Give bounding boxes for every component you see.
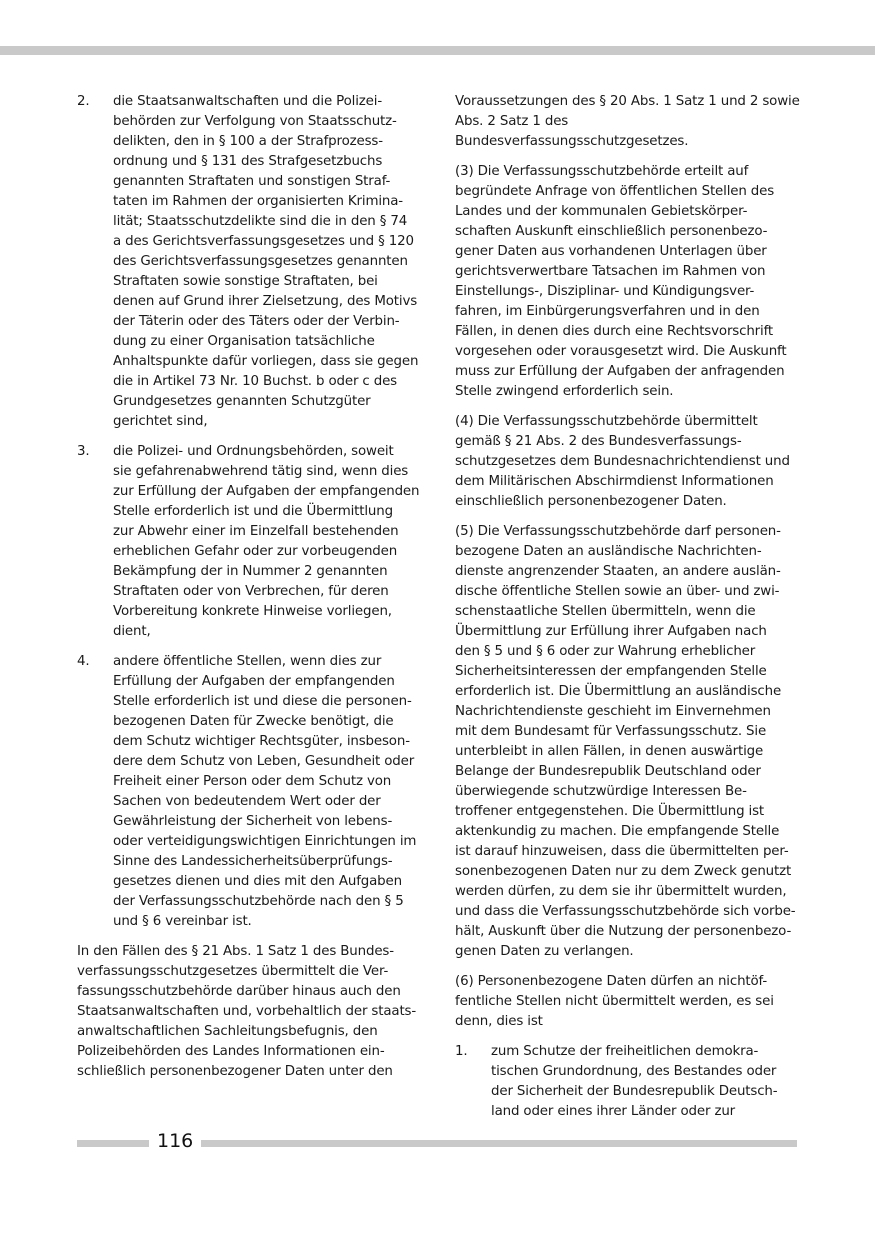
text-line: ist darauf hinzuweisen, dass die übermittelten per-	[455, 844, 789, 859]
text-line: zum Schutze der freiheitlichen demokra-	[491, 1044, 759, 1059]
text-line: dere dem Schutz von Leben, Gesundheit oder	[113, 754, 415, 769]
text-line: dient,	[113, 624, 151, 639]
text-line: Gewährleistung der Sicherheit von lebens-	[113, 814, 393, 829]
text-line: muss zur Erfüllung der Aufgaben der anfragenden	[455, 364, 785, 379]
text-line: (6) Personenbezogene Daten dürfen an nichtöf-	[455, 974, 768, 989]
text-line: verfassungsschutzgesetzes übermittelt die Ver-	[77, 964, 389, 979]
text-line: Polizeibehörden des Landes Informationen ein-	[77, 1044, 385, 1059]
text-line: den § 5 und § 6 oder zur Wahrung erheblicher	[455, 644, 756, 659]
text-line: tischen Grundordnung, des Bestandes oder	[491, 1064, 777, 1079]
text-line: Erfüllung der Aufgaben der empfangenden	[113, 674, 395, 689]
text-line: und § 6 vereinbar ist.	[113, 914, 252, 929]
text-line: oder verteidigungswichtigen Einrichtungen im	[113, 834, 417, 849]
footer-rule-right	[201, 1140, 797, 1147]
text-line: genannten Straftaten und sonstigen Straf-	[113, 174, 391, 189]
text-line: erheblichen Gefahr oder zur vorbeugenden	[113, 544, 398, 559]
text-line: und dass die Verfassungsschutzbehörde sich vorbe-	[455, 904, 796, 919]
text-line: Straftaten oder von Verbrechen, für deren	[113, 584, 389, 599]
list-item-number: 1.	[455, 1044, 468, 1059]
list-item	[455, 1042, 800, 1122]
text-line: erforderlich ist. Die Übermittlung an ausländische	[455, 684, 782, 699]
list-item-text	[491, 1042, 800, 1122]
list-item-text	[113, 92, 422, 432]
text-line: Sinne des Landessicherheitsüberprüfungs-	[113, 854, 393, 869]
text-line: gemäß § 21 Abs. 2 des Bundesverfassungs-	[455, 434, 742, 449]
text-line: schutzgesetzes dem Bundesnachrichtendienst und	[455, 454, 790, 469]
text-line: der Verfassungsschutzbehörde nach den § 5	[113, 894, 404, 909]
text-line: andere öffentliche Stellen, wenn dies zur	[113, 654, 382, 669]
text-line: des Gerichtsverfassungsgesetzes genannten	[113, 254, 408, 269]
text-line: denn, dies ist	[455, 1014, 543, 1029]
text-line: Nachrichtendienste geschieht im Einvernehmen	[455, 704, 771, 719]
text-line: genen Daten zu verlangen.	[455, 944, 634, 959]
paragraph	[455, 522, 800, 962]
text-line: Straftaten sowie sonstige Straftaten, bei	[113, 274, 378, 289]
text-line: schenstaatliche Stellen übermitteln, wenn die	[455, 604, 756, 619]
text-line: Übermittlung zur Erfüllung ihrer Aufgaben nach	[455, 624, 767, 639]
text-line: die in Artikel 73 Nr. 10 Buchst. b oder c des	[113, 374, 397, 389]
text-line: denen auf Grund ihrer Zielsetzung, des Motivs	[113, 294, 418, 309]
list-item-text	[113, 652, 422, 932]
paragraph	[455, 92, 800, 152]
text-line: zur Abwehr einer im Einzelfall bestehenden	[113, 524, 399, 539]
text-line: In den Fällen des § 21 Abs. 1 Satz 1 des Bundes-	[77, 944, 394, 959]
text-line: dem Militärischen Abschirmdienst Informationen	[455, 474, 774, 489]
text-line: unterbleibt in allen Fällen, in denen auswärtige	[455, 744, 764, 759]
text-line: troffener entgegenstehen. Die Übermittlung ist	[455, 804, 765, 819]
text-line: werden dürfen, zu dem sie ihr übermittelt wurden,	[455, 884, 787, 899]
text-line: vorgesehen oder vorausgesetzt wird. Die Auskunft	[455, 344, 787, 359]
footer-rule-left	[77, 1140, 149, 1147]
left-column	[77, 92, 422, 1092]
text-line: (3) Die Verfassungsschutzbehörde erteilt auf	[455, 164, 749, 179]
text-line: dienste angrenzender Staaten, an andere auslän-	[455, 564, 781, 579]
text-line: Fällen, in denen dies durch eine Rechtsvorschrift	[455, 324, 774, 339]
text-line: land oder eines ihrer Länder oder zur	[491, 1104, 736, 1119]
list-item	[77, 652, 422, 932]
text-line: Stelle erforderlich ist und die Übermittlung	[113, 504, 393, 519]
text-line: schließlich personenbezogener Daten unter den	[77, 1064, 393, 1079]
text-line: delikten, den in § 100 a der Strafprozess-	[113, 134, 383, 149]
text-line: behörden zur Verfolgung von Staatsschutz-	[113, 114, 397, 129]
text-line: Landes und der kommunalen Gebietskörper-	[455, 204, 748, 219]
page-number: 116	[157, 1130, 194, 1152]
paragraph	[455, 412, 800, 512]
text-line: sonenbezogenen Daten nur zu dem Zweck genutzt	[455, 864, 792, 879]
header-rule	[0, 46, 875, 55]
paragraph	[455, 162, 800, 402]
text-line: Einstellungs-, Disziplinar- und Kündigungsver-	[455, 284, 755, 299]
text-line: Belange der Bundesrepublik Deutschland oder	[455, 764, 761, 779]
text-line: gerichtsverwertbare Tatsachen im Rahmen von	[455, 264, 766, 279]
text-line: dem Schutz wichtiger Rechtsgüter, insbeson-	[113, 734, 410, 749]
text-line: bezogene Daten an ausländische Nachrichten-	[455, 544, 762, 559]
text-line: sie gefahrenabwehrend tätig sind, wenn dies	[113, 464, 409, 479]
text-line: überwiegende schutzwürdige Interessen Be-	[455, 784, 747, 799]
text-line: fassungsschutzbehörde darüber hinaus auch den	[77, 984, 401, 999]
text-line: anwaltschaftlichen Sachleitungsbefugnis, den	[77, 1024, 378, 1039]
text-line: gener Daten aus vorhandenen Unterlagen über	[455, 244, 767, 259]
text-line: fahren, im Einbürgerungsverfahren und in den	[455, 304, 760, 319]
right-column	[455, 92, 800, 1132]
text-line: Anhaltspunkte dafür vorliegen, dass sie gegen	[113, 354, 419, 369]
text-line: mit dem Bundesamt für Verfassungsschutz. Sie	[455, 724, 767, 739]
left-list	[77, 92, 422, 932]
text-line: dische öffentliche Stellen sowie an über- und zwi-	[455, 584, 780, 599]
list-item-text	[113, 442, 422, 642]
list-item-number: 3.	[77, 444, 90, 459]
text-line: Bekämpfung der in Nummer 2 genannten	[113, 564, 388, 579]
text-line: Stelle erforderlich ist und diese die personen-	[113, 694, 412, 709]
right-list	[455, 1042, 800, 1122]
text-line: der Sicherheit der Bundesrepublik Deutsch-	[491, 1084, 778, 1099]
text-line: begründete Anfrage von öffentlichen Stellen des	[455, 184, 775, 199]
text-line: schaften Auskunft einschließlich personenbezo-	[455, 224, 768, 239]
text-line: fentliche Stellen nicht übermittelt werden, es sei	[455, 994, 774, 1009]
list-item	[77, 442, 422, 642]
text-line: lität; Staatsschutzdelikte sind die in den § 74	[113, 214, 408, 229]
text-line: bezogenen Daten für Zwecke benötigt, die	[113, 714, 394, 729]
text-line: Freiheit einer Person oder dem Schutz von	[113, 774, 392, 789]
text-line: a des Gerichtsverfassungsgesetzes und § 120	[113, 234, 414, 249]
text-line: Voraussetzungen des § 20 Abs. 1 Satz 1 und 2 sowie	[455, 94, 800, 109]
text-line: (5) Die Verfassungsschutzbehörde darf personen-	[455, 524, 781, 539]
text-line: gesetzes dienen und dies mit den Aufgaben	[113, 874, 402, 889]
text-line: die Staatsanwaltschaften und die Polizei-	[113, 94, 383, 109]
text-line: Sicherheitsinteressen der empfangenden Stelle	[455, 664, 767, 679]
text-line: der Täterin oder des Täters oder der Verbin-	[113, 314, 400, 329]
text-line: die Polizei- und Ordnungsbehörden, soweit	[113, 444, 394, 459]
text-line: taten im Rahmen der organisierten Krimina-	[113, 194, 403, 209]
text-line: Vorbereitung konkrete Hinweise vorliegen,	[113, 604, 392, 619]
text-line: einschließlich personenbezogener Daten.	[455, 494, 727, 509]
text-line: ordnung und § 131 des Strafgesetzbuchs	[113, 154, 383, 169]
list-item-number: 4.	[77, 654, 90, 669]
text-line: aktenkundig zu machen. Die empfangende Stelle	[455, 824, 780, 839]
text-line: Grundgesetzes genannten Schutzgüter	[113, 394, 371, 409]
text-line: Staatsanwaltschaften und, vorbehaltlich der staats-	[77, 1004, 417, 1019]
paragraph	[455, 972, 800, 1032]
right-paragraphs	[455, 92, 800, 1032]
text-line: Stelle zwingend erforderlich sein.	[455, 384, 674, 399]
text-line: Abs. 2 Satz 1 des Bundesverfassungsschutzgesetzes.	[455, 114, 689, 149]
closing-paragraph	[77, 942, 422, 1082]
text-line: Sachen von bedeutendem Wert oder der	[113, 794, 381, 809]
text-line: zur Erfüllung der Aufgaben der empfangenden	[113, 484, 420, 499]
text-line: hält, Auskunft über die Nutzung der personenbezo-	[455, 924, 792, 939]
list-item-number: 2.	[77, 94, 90, 109]
text-line: gerichtet sind,	[113, 414, 208, 429]
text-line: (4) Die Verfassungsschutzbehörde übermittelt	[455, 414, 758, 429]
text-line: dung zu einer Organisation tatsächliche	[113, 334, 375, 349]
list-item	[77, 92, 422, 432]
